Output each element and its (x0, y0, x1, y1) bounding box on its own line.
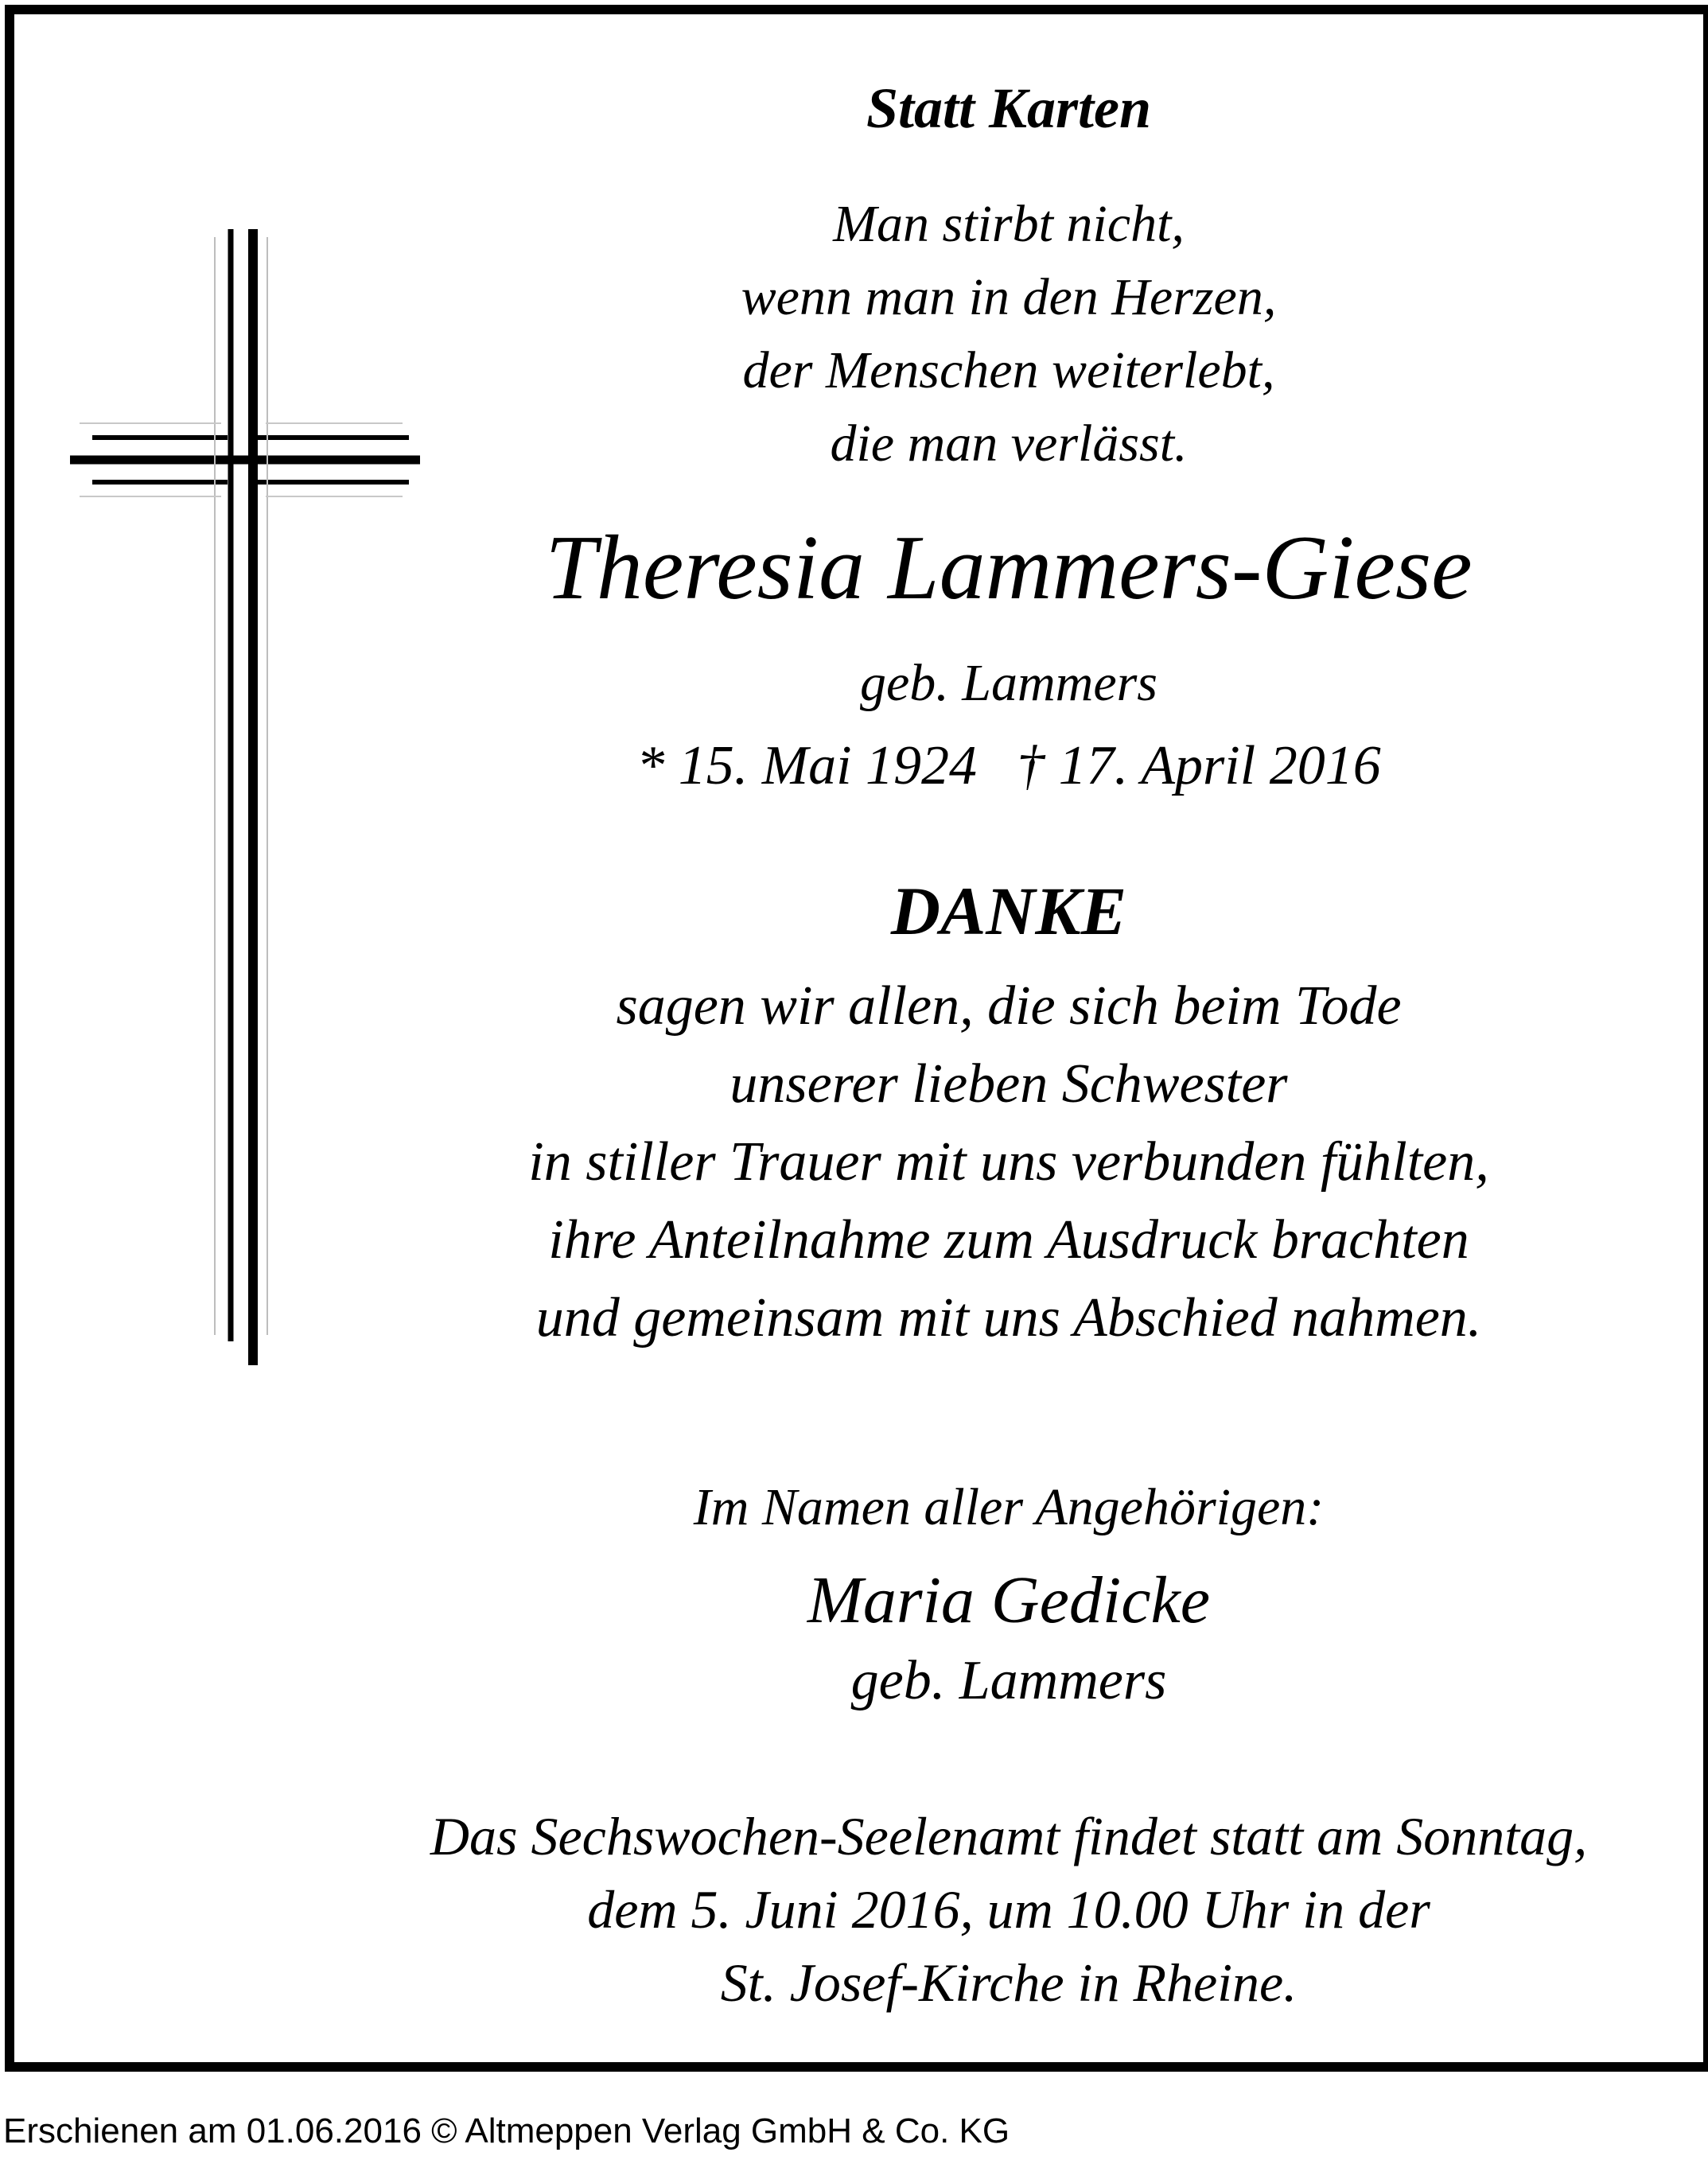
poem-line: der Menschen weiterlebt, (742, 341, 1275, 399)
death-date: † 17. April 2016 (1017, 735, 1381, 796)
on-behalf-label: Im Namen aller Angehörigen: (693, 1478, 1325, 1536)
publication-footer: Erschienen am 01.06.2016 © Altmeppen Verlag GmbH & Co. KG (3, 2111, 1010, 2150)
obituary-frame (5, 5, 1708, 2072)
service-announcement (253, 1800, 1708, 2019)
service-line: Das Sechswochen-Seelenamt findet statt am Sonntag, (430, 1806, 1588, 1866)
poem-line: wenn man in den Herzen, (741, 268, 1277, 326)
service-line: St. Josef-Kirche in Rheine. (720, 1952, 1298, 2013)
thanks-text (356, 967, 1661, 1357)
thanks-line: in stiller Trauer mit uns verbunden fühlten, (528, 1131, 1489, 1193)
life-dates (356, 735, 1661, 796)
signer-name: Maria Gedicke (807, 1563, 1211, 1637)
poem (356, 188, 1661, 481)
poem-line: die man verlässt. (830, 414, 1188, 473)
deceased-birth-name: geb. Lammers (860, 654, 1157, 712)
poem-line: Man stirbt nicht, (833, 195, 1185, 253)
signer-birth-name: geb. Lammers (850, 1650, 1167, 1711)
notice-header: Statt Karten (866, 76, 1152, 140)
thanks-line: ihre Anteilnahme zum Ausdruck brachten (548, 1209, 1469, 1271)
thanks-line: und gemeinsam mit uns Abschied nahmen. (535, 1287, 1482, 1349)
thanks-line: sagen wir allen, die sich beim Tode (616, 975, 1402, 1037)
birth-date: * 15. Mai 1924 (636, 735, 978, 796)
thanks-line: unserer lieben Schwester (729, 1053, 1288, 1115)
deceased-name: Theresia Lammers-Giese (545, 517, 1473, 619)
thanks-heading: DANKE (890, 873, 1127, 949)
service-line: dem 5. Juni 2016, um 10.00 Uhr in der (587, 1879, 1430, 1940)
